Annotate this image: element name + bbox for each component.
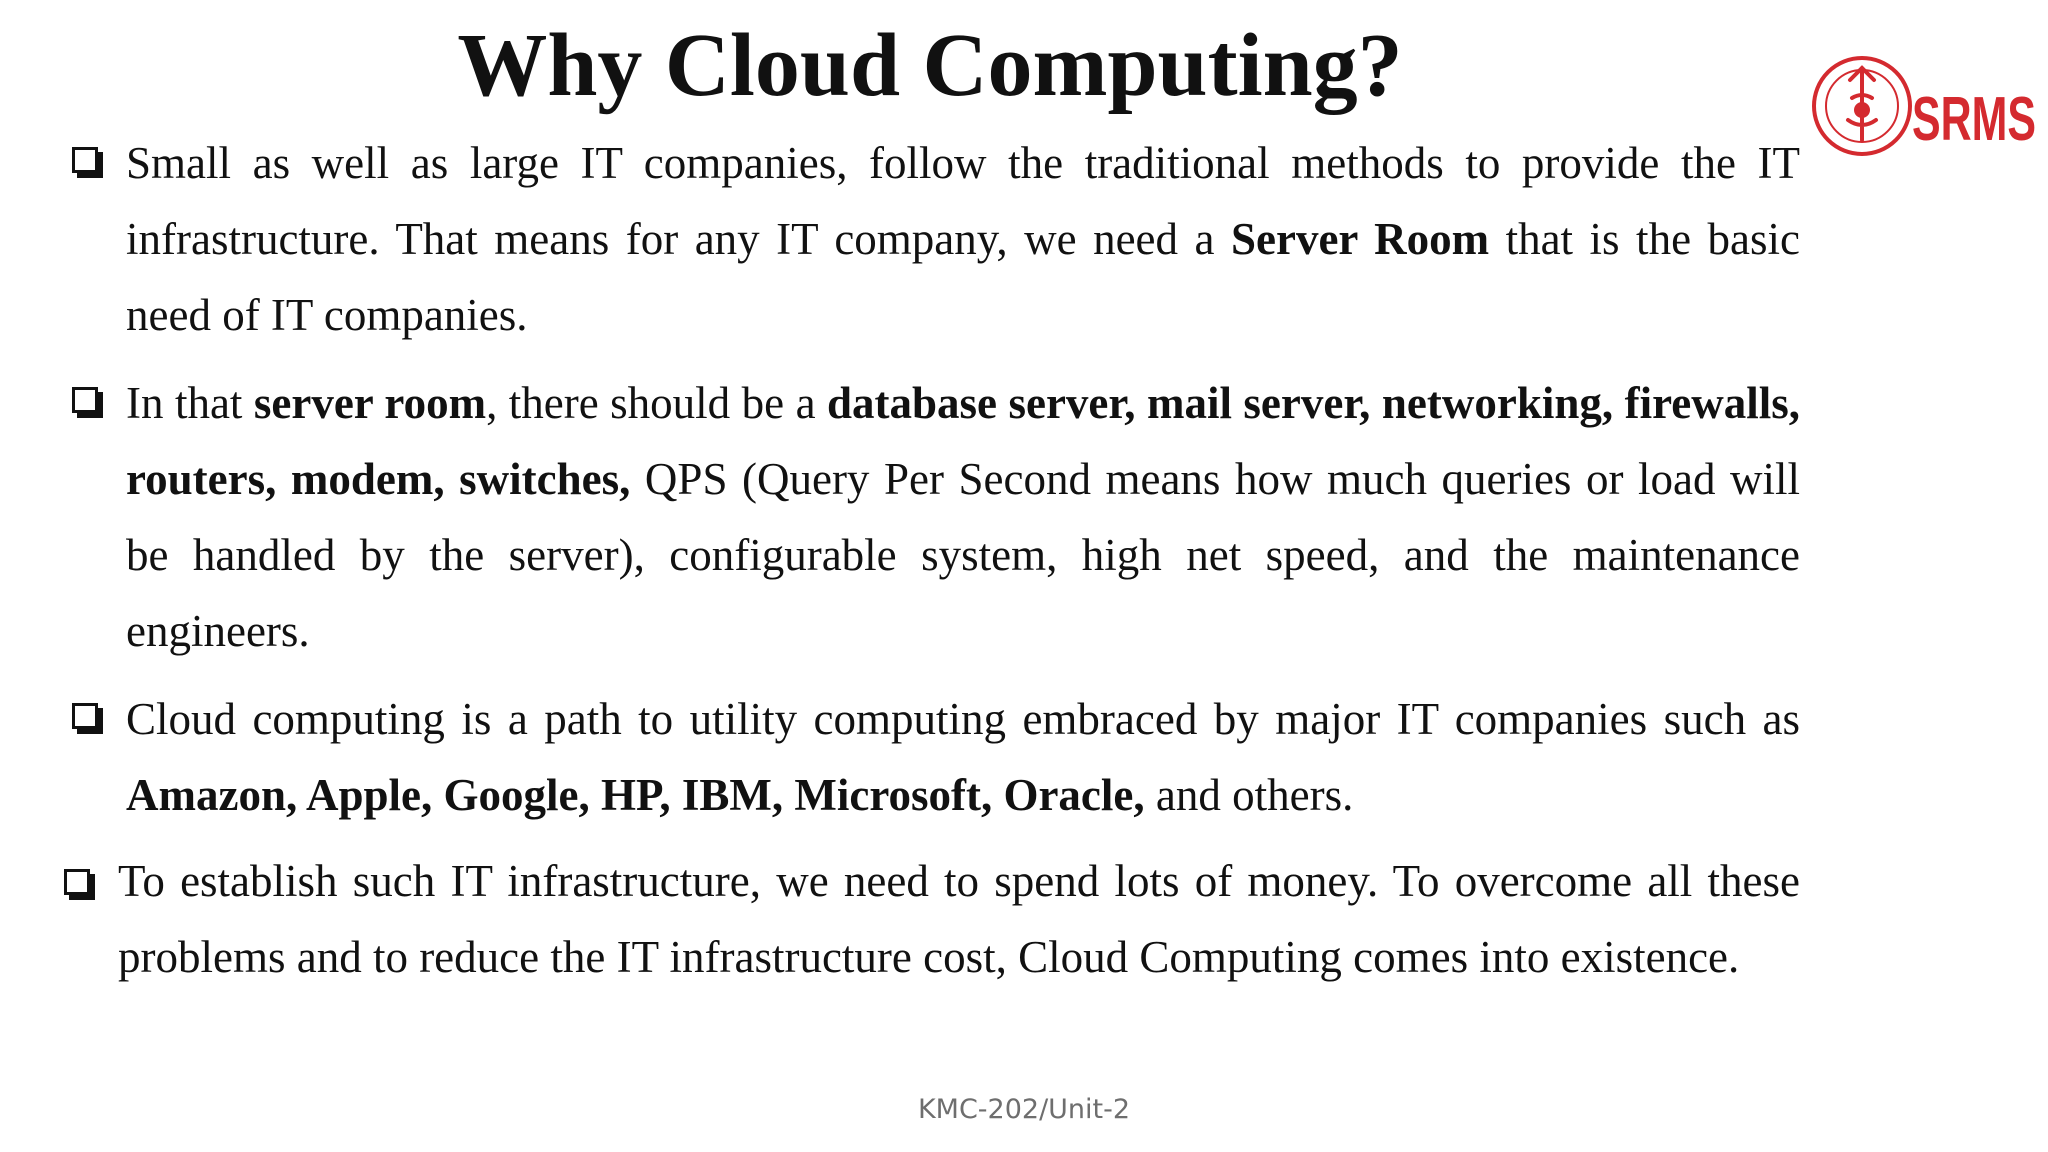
bullet-text-bold: Server Room — [1230, 214, 1490, 264]
checkbox-bullet-icon — [64, 869, 90, 895]
seal-emblem-icon — [1814, 58, 1910, 154]
bullet-text-segment: and others. — [1144, 770, 1354, 820]
bullet-item — [60, 843, 1800, 995]
bullet-text — [126, 138, 1800, 340]
bullet-text-bold: server room — [253, 378, 487, 428]
bullet-text-segment: QPS (Query Per Second means how much queries or load will be handled by the server), configurable system, high net speed, and the maintenance engineers. — [126, 454, 1800, 656]
bullet-text-segment: that is the basic need of IT companies. — [126, 214, 1800, 340]
srms-logo-text: SRMS — [1912, 85, 2036, 154]
slide-title: Why Cloud Computing? — [457, 16, 1403, 115]
bullet-text-segment: , there should be a — [486, 378, 827, 428]
bullet-item — [60, 125, 1800, 353]
bullet-list — [60, 125, 1800, 1007]
bullet-text — [126, 378, 1800, 656]
bullet-item — [60, 365, 1800, 669]
bullet-text-bold: Amazon, Apple, Google, HP, IBM, Microsoft, Oracle, — [126, 770, 1145, 820]
bullet-text-segment: To establish such IT infrastructure, we need to spend lots of money. To overcome all these problems and to reduce the IT infrastructure cost, Cloud Computing comes into existence. — [118, 856, 1800, 982]
checkbox-bullet-icon — [72, 387, 98, 413]
srms-logo — [1810, 28, 2040, 188]
checkbox-bullet-icon — [72, 703, 98, 729]
bullet-text-segment: In that — [126, 378, 254, 428]
bullet-text — [126, 694, 1800, 820]
bullet-item — [60, 681, 1800, 833]
bullet-text — [118, 856, 1800, 982]
checkbox-bullet-icon — [72, 147, 98, 173]
bullet-text-segment: Small as well as large IT companies, follow the traditional methods to provide the IT infrastructure. That means for any IT company, we need a — [126, 138, 1800, 264]
slide-footer: KMC-202/Unit-2 — [917, 1094, 1131, 1125]
srms-logo-graphic — [1810, 28, 2040, 188]
bullet-text-segment: Cloud computing is a path to utility computing embraced by major IT companies such as — [126, 694, 1800, 744]
bullet-text-bold: database server, mail server, networking, firewalls, routers, modem, switches, — [126, 378, 1800, 504]
